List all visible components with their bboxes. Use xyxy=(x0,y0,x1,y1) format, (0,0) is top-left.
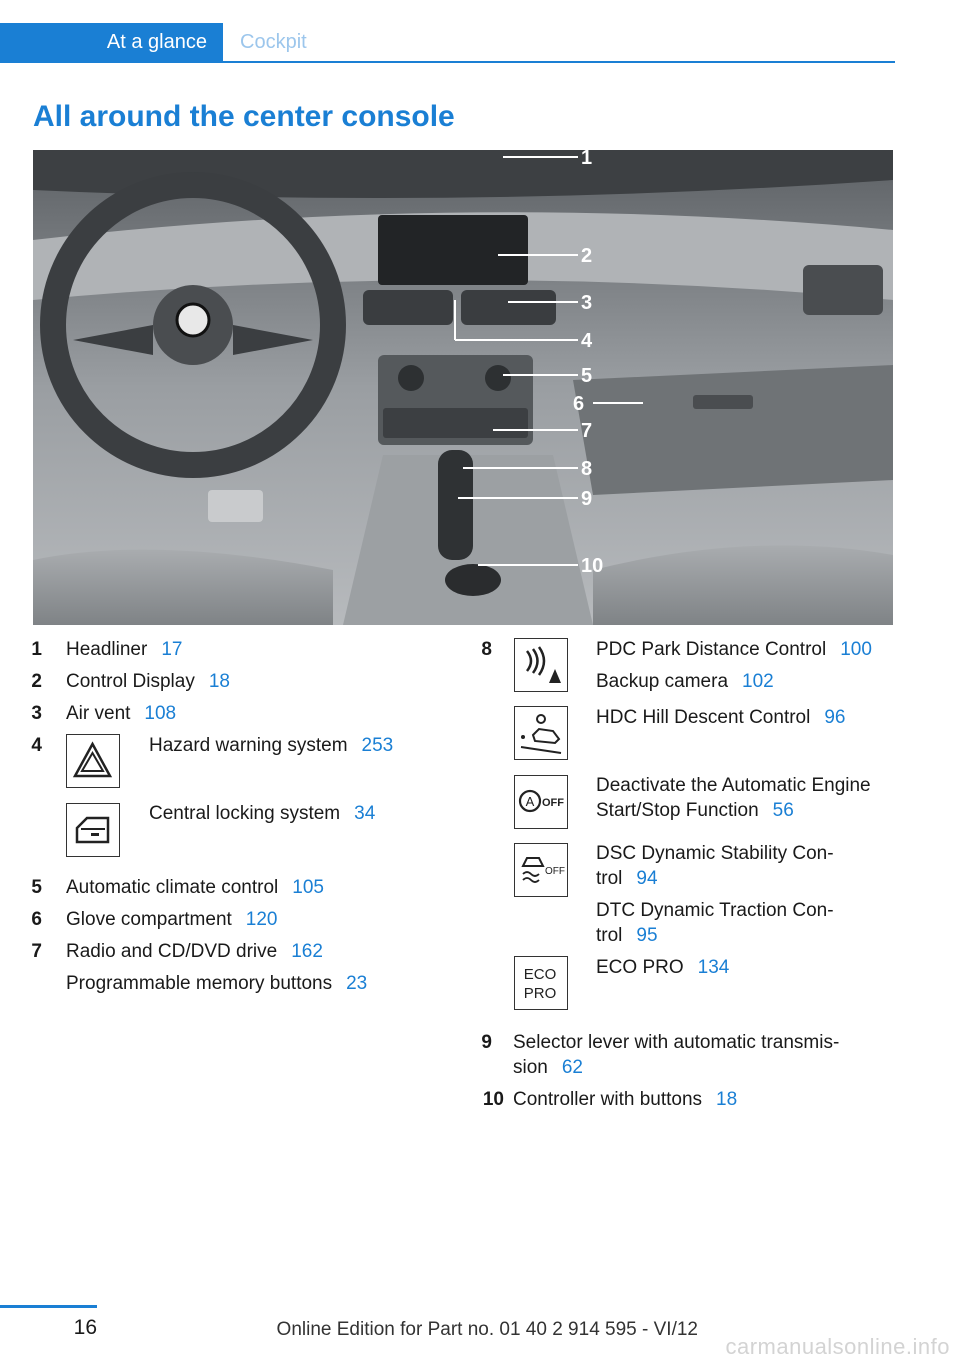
list-item-climate-control: Automatic climate control 105 xyxy=(66,877,324,898)
page-link[interactable]: 162 xyxy=(291,941,323,962)
list-item-controller: Controller with buttons 18 xyxy=(513,1089,738,1110)
list-item-dsc-line2: trol 94 xyxy=(596,868,658,889)
center-console-photo xyxy=(33,150,893,625)
eco-icon-label: ECO xyxy=(523,966,557,983)
tab-cockpit[interactable]: Cockpit xyxy=(240,31,307,53)
callout-2: 2 xyxy=(581,245,593,267)
page-link[interactable]: 253 xyxy=(361,735,394,756)
footer-rule xyxy=(0,1305,97,1308)
list-item-hazard-warning: Hazard warning system 253 xyxy=(149,735,394,756)
page-link[interactable]: 18 xyxy=(208,671,230,692)
edition-text: Online Edition for Part no. 01 40 2 914 595 - VI/12 xyxy=(276,1319,698,1340)
item-number: 2 xyxy=(31,671,42,692)
page-link[interactable]: 100 xyxy=(840,639,872,660)
callout-8: 8 xyxy=(581,458,593,480)
item-number: 6 xyxy=(31,909,42,930)
list-item-pdc: PDC Park Distance Control 100 xyxy=(596,639,872,660)
page-link[interactable]: 18 xyxy=(716,1089,738,1110)
header-bar xyxy=(0,23,895,63)
page-link[interactable]: 120 xyxy=(245,909,278,930)
auto-start-stop-off-icon xyxy=(514,775,568,829)
off-label: OFF xyxy=(545,866,565,877)
list-item-memory-buttons: Programmable memory buttons 23 xyxy=(66,973,368,994)
pdc-sensor-icon xyxy=(514,638,568,692)
callout-4: 4 xyxy=(581,330,593,352)
car-door-lock-icon xyxy=(66,803,120,857)
item-number: 1 xyxy=(31,639,42,660)
list-item-headliner: Headliner 17 xyxy=(66,639,183,660)
list-item-selector-lever-line2: sion 62 xyxy=(513,1057,583,1078)
list-item-eco-pro: ECO PRO 134 xyxy=(596,957,730,978)
page-number: 16 xyxy=(73,1316,97,1339)
pro-icon-label: PRO xyxy=(523,985,557,1002)
list-item-backup-camera: Backup camera 102 xyxy=(596,671,774,692)
callout-10: 10 xyxy=(581,555,604,577)
list-item-central-locking: Central locking system 34 xyxy=(149,803,376,824)
page-link[interactable]: 105 xyxy=(292,877,324,898)
list-item-dtc-line1: DTC Dynamic Traction Con- xyxy=(596,900,834,921)
item-number: 5 xyxy=(31,877,42,898)
tab-at-a-glance[interactable]: At a glance xyxy=(0,23,223,61)
svg-text:A: A xyxy=(525,794,535,809)
callout-7: 7 xyxy=(581,420,593,442)
dsc-off-icon xyxy=(514,843,568,897)
off-label: OFF xyxy=(542,797,564,809)
page-link[interactable]: 17 xyxy=(161,639,183,660)
page-link[interactable]: 96 xyxy=(824,707,846,728)
list-item-glove-compartment: Glove compartment 120 xyxy=(66,909,278,930)
item-number: 9 xyxy=(481,1032,492,1053)
page-link[interactable]: 94 xyxy=(636,868,658,889)
page-title: All around the center console xyxy=(33,100,455,133)
page-link[interactable]: 34 xyxy=(354,803,376,824)
page-link[interactable]: 102 xyxy=(742,671,774,692)
item-number: 3 xyxy=(31,703,42,724)
eco-pro-icon xyxy=(514,956,568,1010)
list-item-dtc-line2: trol 95 xyxy=(596,925,658,946)
callout-3: 3 xyxy=(581,292,593,314)
watermark: carmanualsonline.info xyxy=(725,1334,950,1359)
list-item-selector-lever-line1: Selector lever with automatic transmis- xyxy=(513,1032,840,1053)
page-link[interactable]: 108 xyxy=(144,703,177,724)
page-link[interactable]: 62 xyxy=(561,1057,583,1078)
callout-5: 5 xyxy=(581,365,593,387)
callout-9: 9 xyxy=(581,488,593,510)
hill-descent-icon xyxy=(514,706,568,760)
page-link[interactable]: 23 xyxy=(346,973,368,994)
list-item-hdc: HDC Hill Descent Control 96 xyxy=(596,707,846,728)
page-link[interactable]: 95 xyxy=(636,925,658,946)
item-number: 4 xyxy=(31,735,42,756)
page-link[interactable]: 56 xyxy=(772,800,794,821)
callout-1: 1 xyxy=(581,150,593,169)
list-item-control-display: Control Display 18 xyxy=(66,671,230,692)
hazard-triangle-icon xyxy=(66,734,120,788)
item-number: 8 xyxy=(481,639,492,660)
list-item-auto-start-stop-line2: Start/Stop Function 56 xyxy=(596,800,794,821)
item-number: 7 xyxy=(31,941,42,962)
list-item-air-vent: Air vent 108 xyxy=(66,703,177,724)
callout-6: 6 xyxy=(573,393,585,415)
item-number: 10 xyxy=(482,1089,504,1110)
page-link[interactable]: 134 xyxy=(697,957,730,978)
list-item-radio: Radio and CD/DVD drive 162 xyxy=(66,941,323,962)
list-item-auto-start-stop-line1: Deactivate the Automatic Engine xyxy=(596,775,871,796)
list-item-dsc-line1: DSC Dynamic Stability Con- xyxy=(596,843,834,864)
